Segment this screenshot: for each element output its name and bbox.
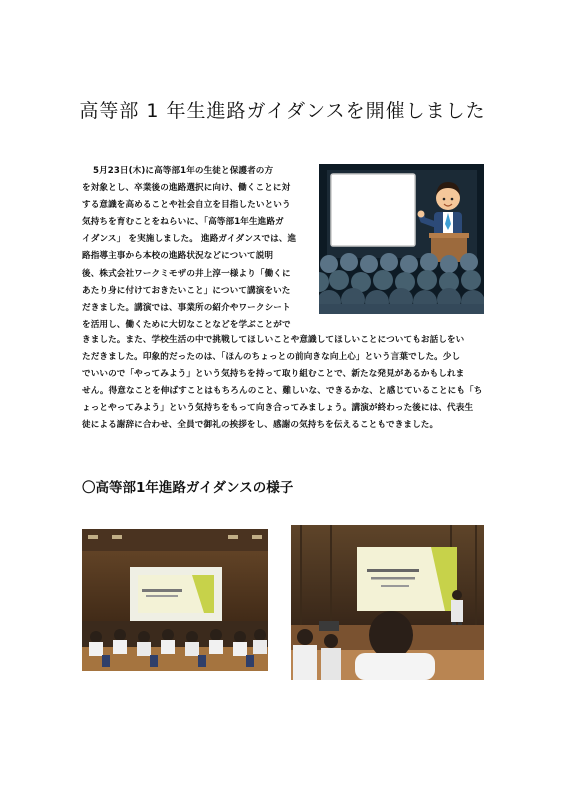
event-photo-2 [291, 525, 484, 680]
event-photo-1 [82, 529, 268, 671]
text-line: イダンス」 を実施しました。 進路ガイダンスでは、進 [82, 234, 297, 245]
page-title: 高等部 1 年生進路ガイダンスを開催しました [79, 100, 486, 122]
text-line: 路指導主事から本校の進路状況などについて説明 [82, 251, 274, 262]
article-paragraph-bottom [82, 332, 487, 435]
text-line: せん。得意なことを伸ばすことはもちろんのこと、難しいな、できるかな、と感じていることにも「ち [82, 386, 483, 397]
text-line: 5月23日(木)に高等部1年の生徒と保護者の方 [93, 166, 274, 176]
text-line: でいいので「やってみよう」という気持ちを持って取り組むことで、新たな発見があるかもしれま [82, 369, 465, 380]
text-line: ょっとやってみよう」という気持ちをもって向き合ってみましょう。講演が終わった後には、代表生 [82, 403, 474, 414]
text-line: する意識を高めることや社会自立を目指したいという [82, 200, 291, 211]
text-line: 徒による謝辞に合わせ、全員で御礼の挨拶をし、感謝の気持ちを伝えることもできました。 [82, 420, 439, 431]
screen [331, 174, 415, 246]
text-line: 気持ちを育むことをねらいに、「高等部1年生進路ガ [82, 217, 284, 228]
text-line: を対象とし、卒業後の進路選択に向け、働くことに対 [82, 183, 291, 194]
text-line: ただきました。印象的だったのは、「ほんのちょっとの前向きな向上心」という言葉でした。少し [82, 352, 461, 363]
article-paragraph-top [82, 163, 310, 334]
section-heading: 〇高等部1年進路ガイダンスの様子 [82, 480, 294, 496]
text-line: だきました。講演では、事業所の紹介やワークシート [82, 302, 291, 313]
text-line: あたり身に付けておきたいこと」について講演をいた [82, 285, 291, 296]
text-line: きました。また、学校生活の中で挑戦してほしいことや意識してほしいことについてもお話しをい [82, 335, 465, 345]
text-line: を活用し、働くために大切なことなどを学ぶことがで [82, 319, 291, 330]
lecture-illustration [319, 164, 484, 314]
text-line: 後、株式会社ワークミモザの井上淳一様より「働くに [82, 268, 291, 279]
